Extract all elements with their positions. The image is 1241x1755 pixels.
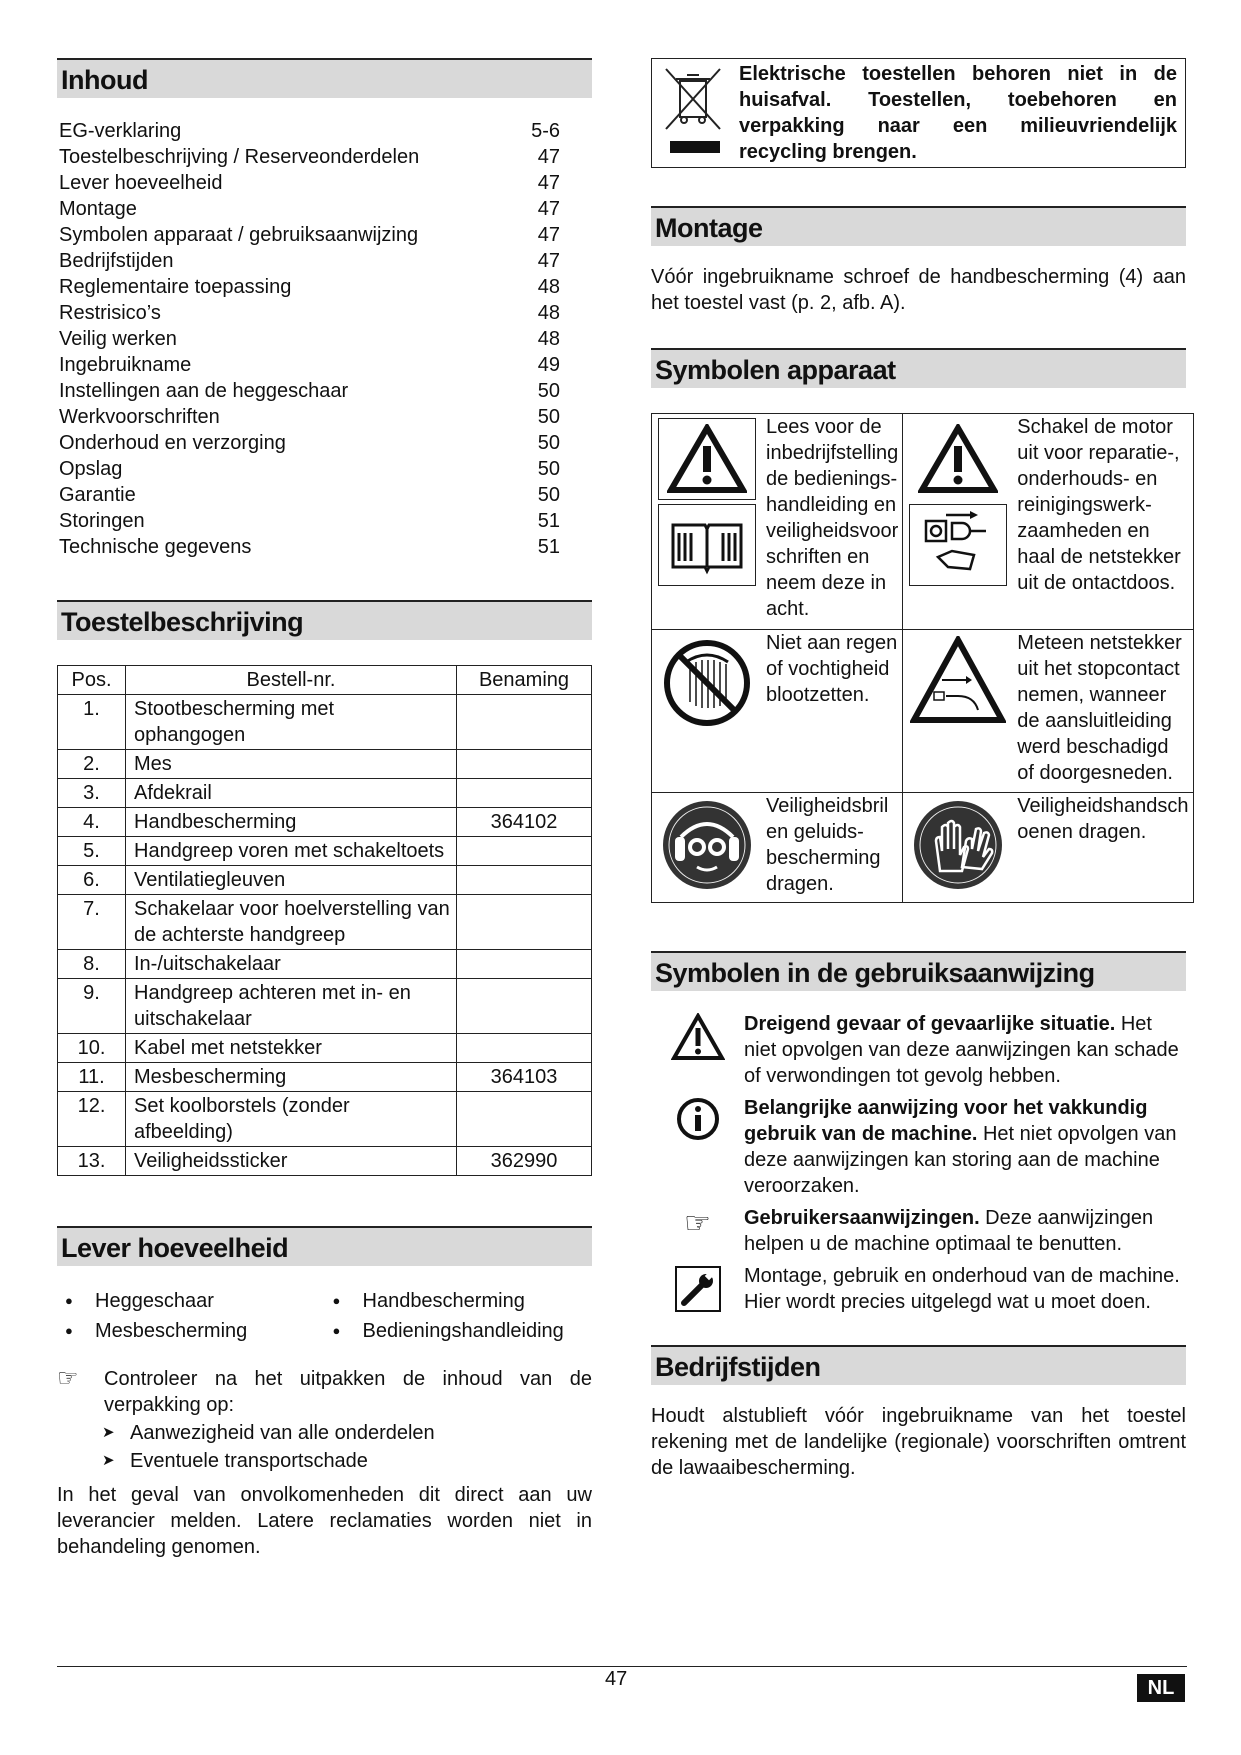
cell-nr (457, 837, 592, 866)
use-text: Montage, gebruik en onderhoud van de machine. Hier wordt precies uitgelegd wat u moet doen. (744, 1265, 1180, 1313)
toc-label: Bedrijfstijden (59, 250, 174, 272)
cell-nr (457, 750, 592, 779)
cell-pos: 2. (58, 750, 126, 779)
toc-label: Veilig werken (59, 328, 177, 350)
cell-nr (457, 1034, 592, 1063)
toc-entry (57, 118, 592, 144)
toc-page: 48 (537, 276, 560, 298)
symbol-text-read-manual: Lees voor de inbedrijfstelling de bedienings-handleiding en veiligheidsvoor schriften en neem deze in acht. (766, 416, 899, 620)
toc-label: EG-verklaring (59, 120, 182, 142)
toc-page: 47 (537, 198, 560, 220)
table-row (58, 779, 592, 808)
toc-entry (57, 144, 592, 170)
toc-label: Storingen (59, 510, 145, 532)
toc-entry (57, 508, 592, 534)
list-item: ➤ Eventuele transportschade (102, 1448, 592, 1476)
cell-pos: 5. (58, 837, 126, 866)
toc-label: Garantie (59, 484, 136, 506)
table-row (58, 837, 592, 866)
toc-page: 47 (537, 172, 560, 194)
list-item (651, 1263, 1186, 1315)
cell-desc: Handgreep voren met schakeltoets (126, 837, 457, 866)
section-title-symbols: Symbolen apparaat (651, 348, 1186, 388)
toc-entry (57, 404, 592, 430)
cell-nr: 364102 (457, 808, 592, 837)
toc-entry (57, 430, 592, 456)
gloves-icon (910, 797, 1006, 893)
section-title-delivery: Lever hoeveelheid (57, 1226, 592, 1266)
toc-page: 50 (537, 432, 560, 454)
symbol-text-gloves: Veiligheidshandsch oenen dragen. (1017, 795, 1189, 843)
toc-entry (57, 352, 592, 378)
section-title-toc: Inhoud (57, 58, 592, 98)
list-item: ● Heggeschaar (57, 1288, 325, 1318)
cell-nr (457, 695, 592, 750)
cell-desc: Ventilatiegleuven (126, 866, 457, 895)
table-of-contents (57, 118, 592, 560)
toc-page: 47 (537, 250, 560, 272)
toc-label: Symbolen apparaat / gebruiksaanwijzing (59, 224, 419, 246)
table-row (58, 695, 592, 750)
hours-text: Houdt alstublieft vóór ingebruikname van het toestel rekening met de landelijke (regionale) voorschriften omtrent de lawaaibescherming. (651, 1405, 1186, 1479)
toc-page: 48 (537, 302, 560, 324)
list-item: ➤ Aanwezigheid van alle onderdelen (102, 1420, 592, 1448)
cell-desc: Set koolborstels (zonder afbeelding) (126, 1092, 457, 1147)
toc-entry (57, 274, 592, 300)
toc-entry (57, 300, 592, 326)
symbols-table (651, 413, 1194, 903)
cell-pos: 4. (58, 808, 126, 837)
toc-entry (57, 482, 592, 508)
toc-page: 51 (537, 510, 560, 532)
header-nr: Bestell-nr. (126, 666, 457, 695)
list-item (651, 1205, 1186, 1257)
symbol-text-goggles: Veiligheidsbril en geluids-bescherming dragen. (766, 795, 889, 895)
header-name: Benaming (457, 666, 592, 695)
use-bold: Dreigend gevaar of gevaarlijke situatie. (744, 1013, 1116, 1035)
list-item (651, 1095, 1186, 1199)
list-item (651, 1011, 1186, 1089)
toc-entry (57, 222, 592, 248)
montage-text: Vóór ingebruikname schroef de handbescherming (4) aan het toestel vast (p. 2, afb. A). (651, 266, 1186, 314)
toc-label: Instellingen aan de heggeschaar (59, 380, 349, 402)
cell-desc: Handgreep achteren met in- en uitschakelaar (126, 979, 457, 1034)
cell-desc: Afdekrail (126, 779, 457, 808)
no-rain-icon (660, 636, 754, 730)
waste-text: Elektrische toestellen behoren niet in de huisafval. Toestellen, toebehoren en verpakking naar een milieuvriendelijk recycling brengen. (739, 63, 1177, 163)
table-row (58, 979, 592, 1034)
table-row (58, 1092, 592, 1147)
cell-pos: 13. (58, 1147, 126, 1176)
cell-pos: 6. (58, 866, 126, 895)
user-hint (57, 1366, 592, 1418)
toc-page: 47 (537, 146, 560, 168)
crossed-bin-icon (660, 65, 726, 161)
cell-nr (457, 779, 592, 808)
table-row (58, 1034, 592, 1063)
section-title-montage: Montage (651, 206, 1186, 246)
cell-nr (457, 866, 592, 895)
cell-nr (457, 950, 592, 979)
use-text: Het niet opvolgen van deze aanwijzingen kan storing aan de machine veroorzaken. (744, 1123, 1177, 1197)
toc-page: 48 (537, 328, 560, 350)
cell-desc: Veiligheidssticker (126, 1147, 457, 1176)
cell-pos: 8. (58, 950, 126, 979)
section-title-manual-symbols: Symbolen in de gebruiksaanwijzing (651, 951, 1186, 991)
cell-desc: Handbescherming (126, 808, 457, 837)
toc-label: Opslag (59, 458, 123, 480)
use-bold: Belangrijke aanwijzing voor het vakkundig gebruik van de machine. (744, 1097, 1148, 1145)
cell-desc: Kabel met netstekker (126, 1034, 457, 1063)
parts-table (57, 665, 592, 1176)
waste-notice (651, 58, 1186, 168)
toc-page: 49 (537, 354, 560, 376)
left-column (57, 58, 592, 1560)
section-title-hours: Bedrijfstijden (651, 1345, 1186, 1385)
cell-pos: 11. (58, 1063, 126, 1092)
use-bold: Gebruikersaanwijzingen. (744, 1207, 980, 1229)
symbol-text-no-rain: Niet aan regen of vochtigheid blootzetten. (766, 632, 898, 706)
table-row (58, 750, 592, 779)
info-icon (676, 1097, 720, 1141)
pointing-hand-icon: ☞ (57, 1365, 79, 1392)
pointing-hand-icon: ☞ (684, 1207, 711, 1240)
toc-entry (57, 326, 592, 352)
symbol-text-switch-off: Schakel de motor uit voor reparatie-, onderhouds- en reinigingswerk-zaamheden en haal de netstekker uit de ontactdoos. (1017, 416, 1181, 594)
cell-desc: Mes (126, 750, 457, 779)
cell-desc: In-/uitschakelaar (126, 950, 457, 979)
toc-label: Montage (59, 198, 137, 220)
toc-entry (57, 248, 592, 274)
toc-page: 5-6 (531, 120, 560, 142)
language-badge: NL (1137, 1674, 1185, 1702)
toc-entry (57, 378, 592, 404)
toc-page: 50 (537, 458, 560, 480)
cell-desc: Mesbescherming (126, 1063, 457, 1092)
toc-label: Reglementaire toepassing (59, 276, 292, 298)
toc-entry (57, 196, 592, 222)
table-row (58, 1147, 592, 1176)
cell-nr (457, 895, 592, 950)
delivery-note: In het geval van onvolkomenheden dit direct aan uw leverancier melden. Latere reclamaties worden niet in behandeling genomen. (57, 1484, 592, 1558)
cell-pos: 10. (58, 1034, 126, 1063)
use-text: Deze aanwijzingen helpen u de machine optimaal te benutten. (744, 1207, 1154, 1255)
table-row (58, 1063, 592, 1092)
cell-nr (457, 979, 592, 1034)
unplug-icon (909, 504, 1007, 586)
toc-label: Restrisico’s (59, 302, 161, 324)
cell-pos: 9. (58, 979, 126, 1034)
symbol-text-damaged-cable: Meteen netstekker uit het stopcontact nemen, wanneer de aansluitleiding werd beschadigd of doorgesneden. (1017, 632, 1182, 784)
toc-entry (57, 534, 592, 560)
use-text: Het niet opvolgen van deze aanwijzingen kan schade of verwondingen tot gevolg hebben. (744, 1013, 1179, 1087)
toc-page: 50 (537, 484, 560, 506)
cell-desc: Stootbescherming met ophangogen (126, 695, 457, 750)
manual-symbols-list (651, 1011, 1186, 1315)
delivery-list (57, 1288, 592, 1348)
toc-label: Lever hoeveelheid (59, 172, 223, 194)
warning-icon (658, 418, 756, 500)
section-title-description: Toestelbeschrijving (57, 600, 592, 640)
cell-desc: Schakelaar voor hoelverstelling van de achterste handgreep (126, 895, 457, 950)
toc-label: Onderhoud en verzorging (59, 432, 286, 454)
list-item: ● Mesbescherming (57, 1318, 325, 1348)
goggles-ear-protection-icon (659, 797, 755, 893)
table-row (58, 895, 592, 950)
manual-book-icon (658, 504, 756, 586)
cell-pos: 1. (58, 695, 126, 750)
cell-nr (457, 1092, 592, 1147)
list-item: ● Handbescherming (325, 1288, 593, 1318)
damaged-cable-icon (910, 636, 1006, 726)
toc-page: 50 (537, 406, 560, 428)
warning-icon (909, 418, 1007, 500)
cell-nr: 364103 (457, 1063, 592, 1092)
table-row (58, 808, 592, 837)
toc-page: 50 (537, 380, 560, 402)
list-item: ● Bedieningshandleiding (325, 1318, 593, 1348)
hint-text: Controleer na het uitpakken de inhoud van de verpakking op: (104, 1368, 592, 1416)
wrench-icon (674, 1265, 722, 1313)
toc-entry (57, 456, 592, 482)
toc-page: 47 (537, 224, 560, 246)
toc-label: Ingebruikname (59, 354, 192, 376)
danger-triangle-icon (671, 1013, 725, 1061)
right-column (651, 58, 1189, 1481)
toc-label: Technische gegevens (59, 536, 252, 558)
check-list (102, 1420, 592, 1476)
table-row (58, 866, 592, 895)
cell-pos: 3. (58, 779, 126, 808)
toc-label: Toestelbeschrijving / Reserveonderdelen (59, 146, 420, 168)
toc-label: Werkvoorschriften (59, 406, 220, 428)
cell-pos: 12. (58, 1092, 126, 1147)
page-number: 47 (605, 1668, 628, 1690)
header-pos: Pos. (58, 666, 126, 695)
toc-page: 51 (537, 536, 560, 558)
table-row (58, 950, 592, 979)
cell-nr: 362990 (457, 1147, 592, 1176)
cell-pos: 7. (58, 895, 126, 950)
toc-entry (57, 170, 592, 196)
